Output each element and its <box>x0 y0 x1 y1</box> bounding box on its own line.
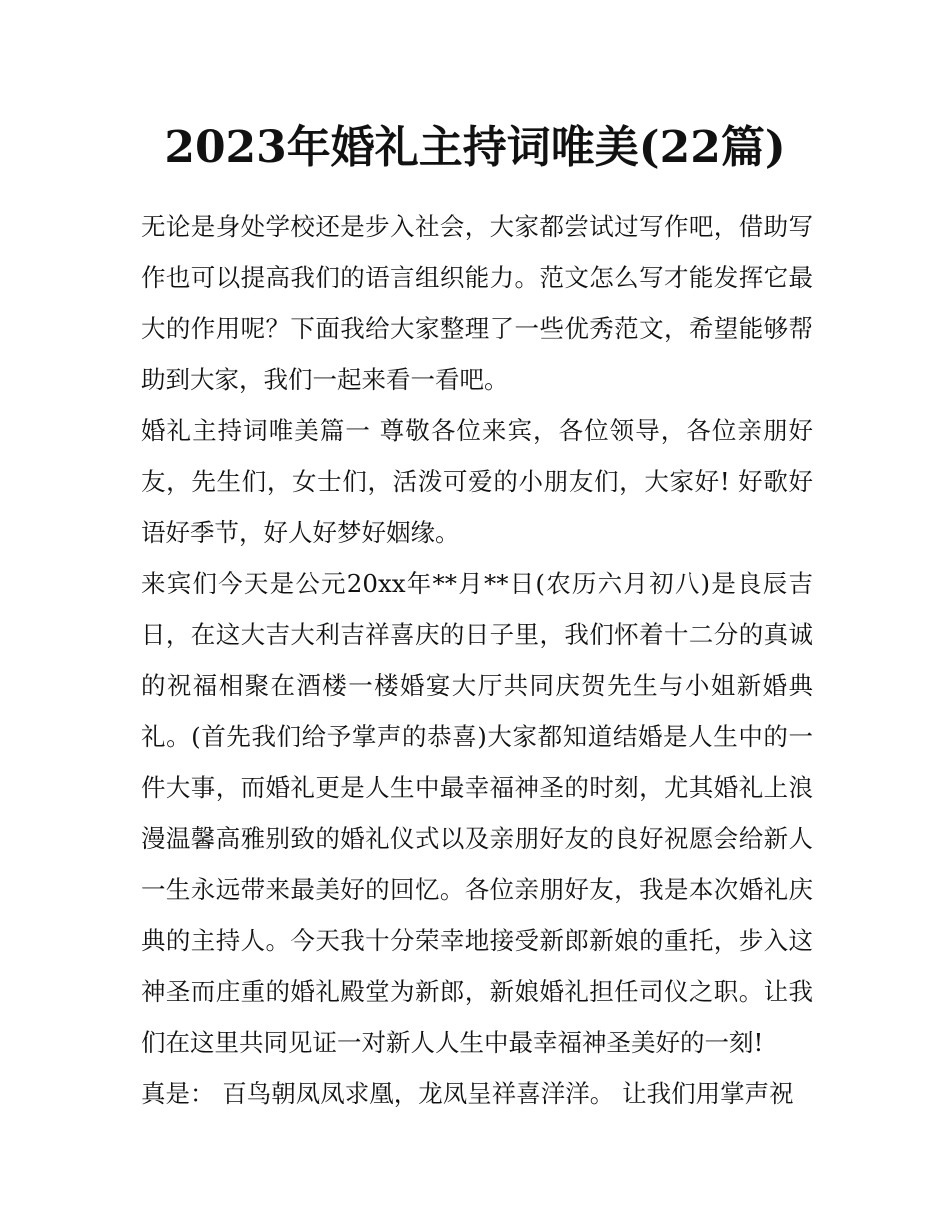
document-title: 2023年婚礼主持词唯美(22篇) <box>164 122 786 173</box>
main-paragraph: 来宾们今天是公元20xx年**月**日(农历六月初八)是良辰吉日，在这大吉大利吉祥喜庆的日子里，我们怀着十二分的真诚的祝福相聚在酒楼一楼婚宴大厅共同庆贺先生与小姐新婚典礼。(首先我们给予掌声的恭喜)大家都知道结婚是人生中的一件大事，而婚礼更是人生中最幸福神圣的时刻，尤其婚礼上浪漫温馨高雅别致的婚礼仪式以及亲朋好友的良好祝愿会给新人一生永远带来最美好的回忆。各位亲朋好友，我是本次婚礼庆典的主持人。今天我十分荣幸地接受新郎新娘的重托，步入这神圣而庄重的婚礼殿堂为新郎，新娘婚礼担任司仪之职。让我们在这里共同见证一对新人人生中最幸福神圣美好的一刻! <box>141 569 813 1057</box>
closing-paragraph: 真是： 百鸟朝凤凤求凰，龙凤呈祥喜洋洋。 让我们用掌声祝 <box>141 1079 794 1108</box>
intro-paragraph: 无论是身处学校还是步入社会，大家都尝试过写作吧，借助写作也可以提高我们的语言组织能力。范文怎么写才能发挥它最大的作用呢？下面我给大家整理了一些优秀范文，希望能够帮助到大家，我们一起来看一看吧。 <box>141 212 813 394</box>
section-one-paragraph: 婚礼主持词唯美篇一 尊敬各位来宾，各位领导，各位亲朋好友，先生们，女士们，活泼可爱的小朋友们，大家好! 好歌好语好季节，好人好梦好姻缘。 <box>141 416 813 547</box>
document-body <box>141 201 813 1119</box>
